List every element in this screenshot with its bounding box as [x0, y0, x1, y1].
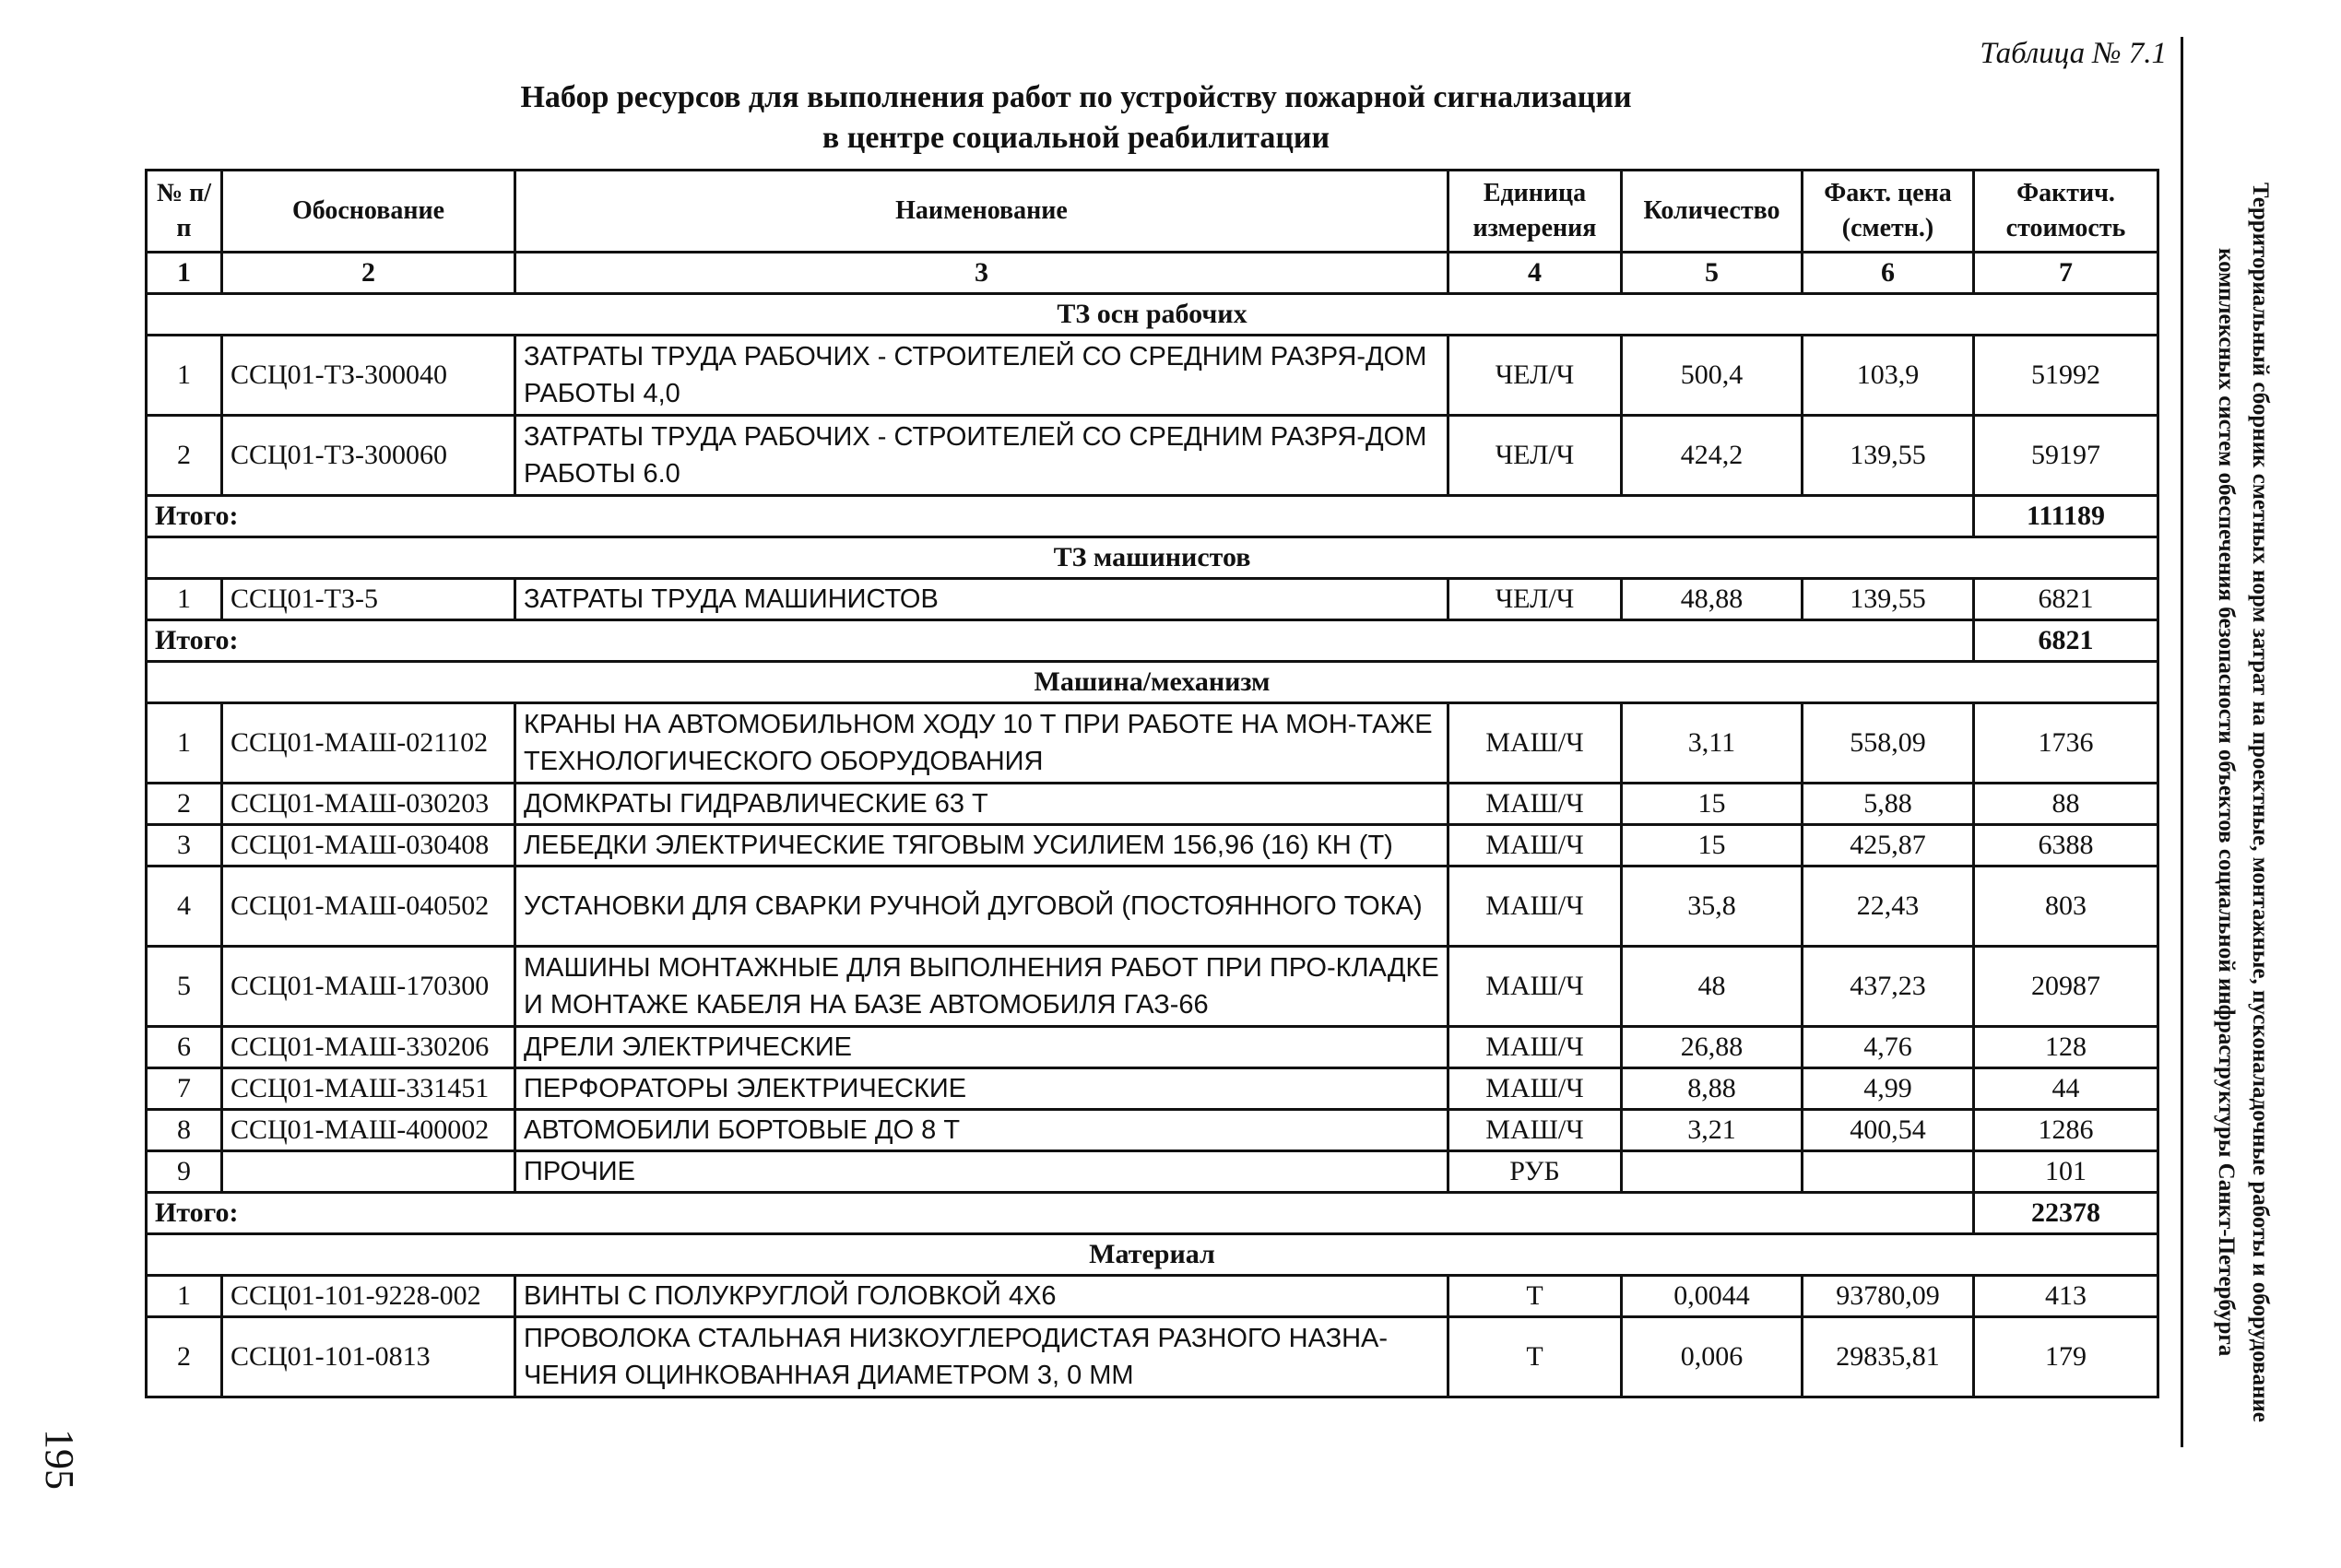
- row-basis-code: ССЦ01-ТЗ-300040: [222, 336, 515, 416]
- row-number: 1: [147, 703, 222, 784]
- row-cost: 51992: [1974, 336, 2158, 416]
- column-number: 4: [1448, 253, 1622, 294]
- total-label: Итого:: [147, 496, 1974, 537]
- table-row: [147, 1317, 2158, 1397]
- row-quantity: 15: [1622, 784, 1803, 825]
- row-name: МАШИНЫ МОНТАЖНЫЕ ДЛЯ ВЫПОЛНЕНИЯ РАБОТ ПРИ ПРО-КЛАДКЕ И МОНТАЖЕ КАБЕЛЯ НА БАЗЕ АВТОМОБИЛЯ ГАЗ-66: [515, 947, 1448, 1027]
- column-number: 3: [515, 253, 1448, 294]
- row-quantity: 424,2: [1622, 416, 1803, 496]
- table-row: [147, 867, 2158, 947]
- section-header-row: [147, 662, 2158, 703]
- table-row: [147, 1110, 2158, 1151]
- row-quantity: 48: [1622, 947, 1803, 1027]
- row-basis-code: ССЦ01-МАШ-040502: [222, 867, 515, 947]
- column-number-row: [147, 253, 2158, 294]
- row-name: ПЕРФОРАТОРЫ ЭЛЕКТРИЧЕСКИЕ: [515, 1068, 1448, 1110]
- row-basis-code: ССЦ01-МАШ-170300: [222, 947, 515, 1027]
- row-cost: 128: [1974, 1027, 2158, 1068]
- row-quantity: 26,88: [1622, 1027, 1803, 1068]
- column-number: 7: [1974, 253, 2158, 294]
- row-number: 2: [147, 784, 222, 825]
- row-name: ПРОВОЛОКА СТАЛЬНАЯ НИЗКОУГЛЕРОДИСТАЯ РАЗНОГО НАЗНА-ЧЕНИЯ ОЦИНКОВАННАЯ ДИАМЕТРОМ 3, 0 ММ: [515, 1317, 1448, 1397]
- row-price: 437,23: [1803, 947, 1974, 1027]
- row-number: 5: [147, 947, 222, 1027]
- row-name: ЗАТРАТЫ ТРУДА МАШИНИСТОВ: [515, 579, 1448, 620]
- header-basis: Обоснование: [222, 171, 515, 253]
- row-basis-code: ССЦ01-МАШ-331451: [222, 1068, 515, 1110]
- section-header-row: [147, 537, 2158, 579]
- row-name: АВТОМОБИЛИ БОРТОВЫЕ ДО 8 Т: [515, 1110, 1448, 1151]
- row-number: 2: [147, 416, 222, 496]
- row-quantity: 35,8: [1622, 867, 1803, 947]
- row-quantity: 3,21: [1622, 1110, 1803, 1151]
- row-cost: 1736: [1974, 703, 2158, 784]
- row-unit: Т: [1448, 1317, 1622, 1397]
- section-header-row: [147, 1234, 2158, 1276]
- row-basis-code: ССЦ01-101-0813: [222, 1317, 515, 1397]
- row-quantity: 0,006: [1622, 1317, 1803, 1397]
- row-quantity: [1622, 1151, 1803, 1193]
- row-quantity: 500,4: [1622, 336, 1803, 416]
- section-title: ТЗ машинистов: [147, 537, 2158, 579]
- row-name: ДРЕЛИ ЭЛЕКТРИЧЕСКИЕ: [515, 1027, 1448, 1068]
- row-name: ДОМКРАТЫ ГИДРАВЛИЧЕСКИЕ 63 Т: [515, 784, 1448, 825]
- table-row: [147, 1151, 2158, 1193]
- table-row: [147, 1276, 2158, 1317]
- total-label: Итого:: [147, 1193, 1974, 1234]
- row-number: 1: [147, 579, 222, 620]
- row-unit: МАШ/Ч: [1448, 947, 1622, 1027]
- row-quantity: 0,0044: [1622, 1276, 1803, 1317]
- row-name: УСТАНОВКИ ДЛЯ СВАРКИ РУЧНОЙ ДУГОВОЙ (ПОСТОЯННОГО ТОКА): [515, 867, 1448, 947]
- row-price: 139,55: [1803, 416, 1974, 496]
- row-basis-code: ССЦ01-МАШ-030203: [222, 784, 515, 825]
- row-price: 4,99: [1803, 1068, 1974, 1110]
- section-header-row: [147, 294, 2158, 336]
- row-name: КРАНЫ НА АВТОМОБИЛЬНОМ ХОДУ 10 Т ПРИ РАБОТЕ НА МОН-ТАЖЕ ТЕХНОЛОГИЧЕСКОГО ОБОРУДОВАНИЯ: [515, 703, 1448, 784]
- row-cost: 413: [1974, 1276, 2158, 1317]
- total-value: 22378: [1974, 1193, 2158, 1234]
- total-value: 111189: [1974, 496, 2158, 537]
- row-unit: МАШ/Ч: [1448, 1027, 1622, 1068]
- document-title: [140, 77, 2012, 159]
- row-unit: МАШ/Ч: [1448, 784, 1622, 825]
- row-name: ПРОЧИЕ: [515, 1151, 1448, 1193]
- row-basis-code: ССЦ01-ТЗ-300060: [222, 416, 515, 496]
- column-number: 6: [1803, 253, 1974, 294]
- total-row: [147, 620, 2158, 662]
- row-number: 6: [147, 1027, 222, 1068]
- row-number: 1: [147, 336, 222, 416]
- row-number: 3: [147, 825, 222, 867]
- row-unit: МАШ/Ч: [1448, 1110, 1622, 1151]
- row-basis-code: [222, 1151, 515, 1193]
- row-cost: 44: [1974, 1068, 2158, 1110]
- row-basis-code: ССЦ01-МАШ-400002: [222, 1110, 515, 1151]
- table-body: [147, 253, 2158, 1397]
- total-row: [147, 496, 2158, 537]
- title-line-1: Набор ресурсов для выполнения работ по устройству пожарной сигнализации: [520, 80, 1632, 114]
- row-cost: 88: [1974, 784, 2158, 825]
- total-row: [147, 1193, 2158, 1234]
- row-number: 7: [147, 1068, 222, 1110]
- header-name: Наименование: [515, 171, 1448, 253]
- table-row: [147, 579, 2158, 620]
- column-number: 5: [1622, 253, 1803, 294]
- row-basis-code: ССЦ01-МАШ-021102: [222, 703, 515, 784]
- row-name: ЗАТРАТЫ ТРУДА РАБОЧИХ - СТРОИТЕЛЕЙ СО СРЕДНИМ РАЗРЯ-ДОМ РАБОТЫ 4,0: [515, 336, 1448, 416]
- row-unit: Т: [1448, 1276, 1622, 1317]
- row-name: ЗАТРАТЫ ТРУДА РАБОЧИХ - СТРОИТЕЛЕЙ СО СРЕДНИМ РАЗРЯ-ДОМ РАБОТЫ 6.0: [515, 416, 1448, 496]
- section-title: ТЗ осн рабочих: [147, 294, 2158, 336]
- row-basis-code: ССЦ01-101-9228-002: [222, 1276, 515, 1317]
- header-unit: Единица измерения: [1448, 171, 1622, 253]
- row-cost: 179: [1974, 1317, 2158, 1397]
- row-cost: 101: [1974, 1151, 2158, 1193]
- row-price: 400,54: [1803, 1110, 1974, 1151]
- table-row: [147, 947, 2158, 1027]
- table-row: [147, 416, 2158, 496]
- section-title: Материал: [147, 1234, 2158, 1276]
- row-name: ВИНТЫ С ПОЛУКРУГЛОЙ ГОЛОВКОЙ 4Х6: [515, 1276, 1448, 1317]
- table-row: [147, 1068, 2158, 1110]
- row-quantity: 48,88: [1622, 579, 1803, 620]
- header-num: № п/п: [147, 171, 222, 253]
- row-basis-code: ССЦ01-ТЗ-5: [222, 579, 515, 620]
- resources-table: [145, 169, 2159, 1398]
- row-unit: МАШ/Ч: [1448, 867, 1622, 947]
- total-value: 6821: [1974, 620, 2158, 662]
- row-unit: МАШ/Ч: [1448, 1068, 1622, 1110]
- row-unit: РУБ: [1448, 1151, 1622, 1193]
- row-unit: ЧЕЛ/Ч: [1448, 416, 1622, 496]
- row-number: 9: [147, 1151, 222, 1193]
- row-cost: 20987: [1974, 947, 2158, 1027]
- table-row: [147, 825, 2158, 867]
- column-number: 2: [222, 253, 515, 294]
- header-cost: Фактич. стоимость: [1974, 171, 2158, 253]
- row-basis-code: ССЦ01-МАШ-330206: [222, 1027, 515, 1068]
- row-quantity: 3,11: [1622, 703, 1803, 784]
- row-price: 93780,09: [1803, 1276, 1974, 1317]
- row-cost: 803: [1974, 867, 2158, 947]
- row-cost: 59197: [1974, 416, 2158, 496]
- row-price: 425,87: [1803, 825, 1974, 867]
- title-line-2: в центре социальной реабилитации: [822, 121, 1330, 155]
- column-number: 1: [147, 253, 222, 294]
- table-row: [147, 703, 2158, 784]
- row-price: 5,88: [1803, 784, 1974, 825]
- row-number: 1: [147, 1276, 222, 1317]
- row-price: 22,43: [1803, 867, 1974, 947]
- row-unit: МАШ/Ч: [1448, 825, 1622, 867]
- row-basis-code: ССЦ01-МАШ-030408: [222, 825, 515, 867]
- row-unit: ЧЕЛ/Ч: [1448, 579, 1622, 620]
- table-row: [147, 784, 2158, 825]
- header-qty: Количество: [1622, 171, 1803, 253]
- row-number: 2: [147, 1317, 222, 1397]
- row-price: 558,09: [1803, 703, 1974, 784]
- row-price: 139,55: [1803, 579, 1974, 620]
- row-price: 29835,81: [1803, 1317, 1974, 1397]
- row-unit: МАШ/Ч: [1448, 703, 1622, 784]
- row-price: 4,76: [1803, 1027, 1974, 1068]
- row-name: ЛЕБЕДКИ ЭЛЕКТРИЧЕСКИЕ ТЯГОВЫМ УСИЛИЕМ 156,96 (16) КН (Т): [515, 825, 1448, 867]
- row-quantity: 8,88: [1622, 1068, 1803, 1110]
- table-row: [147, 336, 2158, 416]
- section-title: Машина/механизм: [147, 662, 2158, 703]
- row-price: 103,9: [1803, 336, 1974, 416]
- row-unit: ЧЕЛ/Ч: [1448, 336, 1622, 416]
- page-number: 195: [37, 1429, 82, 1490]
- margin-rule: [2181, 37, 2183, 1447]
- header-price: Факт. цена (сметн.): [1803, 171, 1974, 253]
- row-cost: 1286: [1974, 1110, 2158, 1151]
- side-caption: Территориальный сборник сметных норм затрат на проектные, монтажные, пусконаладочные работы и оборудование комплексных систем обеспечения безопасности объектов социальной инфраструктуры Санкт-Петербурга: [2214, 182, 2273, 1422]
- table-row: [147, 1027, 2158, 1068]
- header-row: [147, 171, 2158, 253]
- row-cost: 6388: [1974, 825, 2158, 867]
- total-label: Итого:: [147, 620, 1974, 662]
- row-price: [1803, 1151, 1974, 1193]
- table-number-label: Таблица № 7.1: [1980, 37, 2167, 70]
- row-quantity: 15: [1622, 825, 1803, 867]
- row-number: 8: [147, 1110, 222, 1151]
- row-number: 4: [147, 867, 222, 947]
- row-cost: 6821: [1974, 579, 2158, 620]
